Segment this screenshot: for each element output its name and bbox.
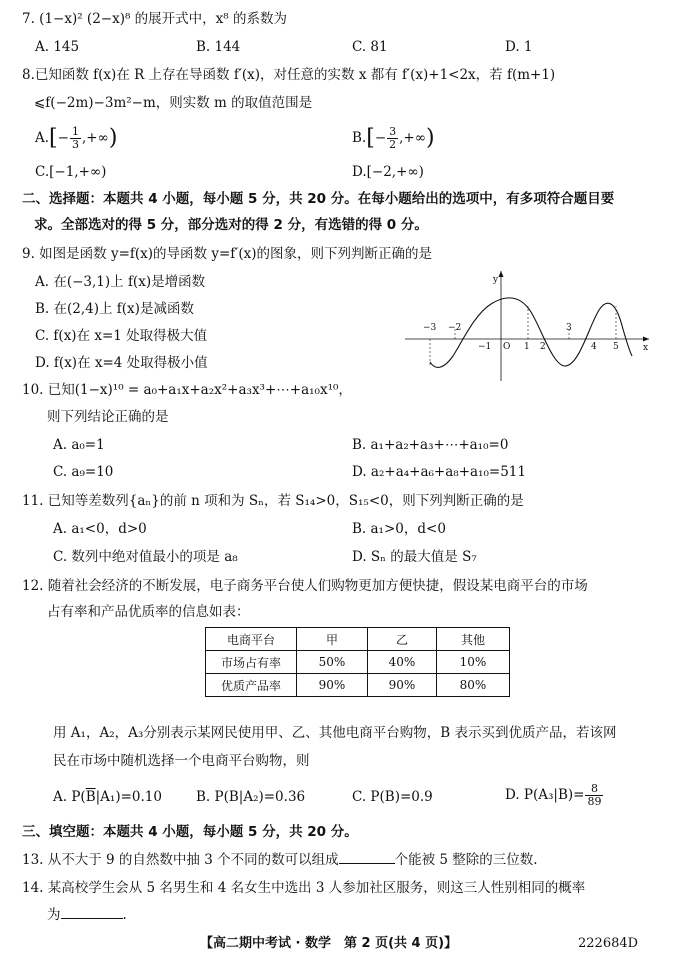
q12-after-line1: 用 A₁，A₂，A₃分别表示某网民使用甲、乙、其他电商平台购物，B 表示买到优质产品，若该网 — [53, 725, 617, 741]
q12-option-b: B. P(B|A₂)=0.36 — [196, 789, 306, 805]
derivative-graph — [403, 266, 653, 384]
market-share-table — [205, 627, 510, 697]
q14-stem-line2: 为 . — [47, 907, 127, 923]
q12-stem-line1: 12. 随着社会经济的不断发展，电子商务平台使人们购物更加方便快捷，假设某电商平台的市场 — [22, 578, 588, 594]
table-header-cell: 电商平台 — [206, 628, 297, 651]
origin-label: O — [503, 342, 511, 352]
table-cell: 90% — [297, 674, 368, 697]
q12-option-d: D. P(A₃|B)= $\frac{8}{89}$ — [505, 782, 602, 808]
tick-label-4: 4 — [591, 342, 597, 352]
q7-option-b: B. 144 — [196, 39, 241, 55]
q10-option-b: B. a₁+a₂+a₃+⋯+a₁₀=0 — [352, 437, 509, 453]
q14-answer-blank[interactable] — [61, 906, 123, 919]
tick-label-minus1: −1 — [478, 342, 492, 352]
tick-label-minus3: −3 — [423, 323, 437, 333]
q7-stem: 7. (1−x)² (2−x)⁸ 的展开式中，x⁸ 的系数为 — [22, 11, 287, 27]
page-footer: 【高二期中考试 · 数学 第 2 页(共 4 页)】 — [200, 936, 458, 951]
tick-label-3: 3 — [566, 323, 572, 333]
paper-code: 222684D — [578, 936, 639, 951]
q11-option-d: D. Sₙ 的最大值是 S₇ — [352, 549, 477, 565]
q9-option-d: D. f(x)在 x=4 处取得极小值 — [35, 355, 208, 371]
table-cell: 优质产品率 — [206, 674, 297, 697]
table-header-row — [206, 628, 510, 651]
q11-option-a: A. a₁<0，d>0 — [53, 521, 147, 537]
table-cell: 90% — [368, 674, 437, 697]
q10-option-c: C. a₉=10 — [53, 464, 114, 480]
table-cell: 50% — [297, 651, 368, 674]
q14-stem-line1: 14. 某高校学生会从 5 名男生和 4 名女生中选出 3 人参加社区服务，则这三人性别相同的概率 — [22, 880, 586, 896]
q8-stem-line1: 8.已知函数 f(x)在 R 上存在导函数 f′(x)，对任意的实数 x 都有 f′(x)+1<2x，若 f(m+1) — [22, 67, 556, 83]
q10-option-d: D. a₂+a₄+a₆+a₈+a₁₀=511 — [352, 464, 526, 480]
tick-label-1: 1 — [524, 342, 530, 352]
section2-heading-line1: 二、选择题：本题共 4 小题，每小题 5 分，共 20 分。在每小题给出的选项中，有多项符合题目要 — [22, 191, 615, 207]
q10-stem-line2: 则下列结论正确的是 — [47, 409, 169, 425]
q7-option-d: D. 1 — [505, 39, 533, 55]
q11-stem: 11. 已知等差数列{aₙ}的前 n 项和为 Sₙ，若 S₁₄>0，S₁₅<0，则下列判断正确的是 — [22, 493, 524, 509]
q8-option-a: A.[− $\frac{1}{3}$ ,+∞) — [35, 125, 118, 151]
y-axis-label: y — [493, 275, 499, 285]
q7-option-a: A. 145 — [35, 39, 80, 55]
q10-stem-line1: 10. 已知(1−x)¹⁰ = a₀+a₁x+a₂x²+a₃x³+⋯+a₁₀x¹⁰， — [22, 382, 352, 398]
table-cell: 市场占有率 — [206, 651, 297, 674]
q11-option-b: B. a₁>0，d<0 — [352, 521, 446, 537]
q8-option-d: D.[−2,+∞) — [352, 164, 424, 180]
q12-stem-line2: 占有率和产品优质率的信息如表： — [47, 604, 250, 620]
q8-stem-line2: ⩽f(−2m)−3m²−m，则实数 m 的取值范围是 — [34, 95, 313, 111]
table-row — [206, 651, 510, 674]
section3-heading: 三、填空题：本题共 4 小题，每小题 5 分，共 20 分。 — [22, 824, 358, 840]
q10-option-a: A. a₀=1 — [53, 437, 105, 453]
x-axis-arrow — [643, 337, 649, 342]
q13-answer-blank[interactable] — [339, 851, 395, 864]
table-cell: 80% — [437, 674, 510, 697]
q11-option-c: C. 数列中绝对值最小的项是 a₈ — [53, 549, 238, 565]
y-axis-arrow — [499, 271, 504, 277]
q9-stem: 9. 如图是函数 y=f(x)的导函数 y=f′(x)的图象，则下列判断正确的是 — [22, 246, 432, 262]
x-axis-label: x — [643, 343, 649, 353]
q12-after-line2: 民在市场中随机选择一个电商平台购物，则 — [53, 753, 310, 769]
q8-option-c: C.[−1,+∞) — [35, 164, 107, 180]
table-header-cell: 甲 — [297, 628, 368, 651]
table-cell: 10% — [437, 651, 510, 674]
tick-label-minus2: −2 — [448, 323, 462, 333]
tick-label-5: 5 — [613, 342, 619, 352]
q9-option-b: B. 在(2,4)上 f(x)是减函数 — [35, 301, 194, 317]
table-row — [206, 674, 510, 697]
q9-option-a: A. 在(−3,1)上 f(x)是增函数 — [35, 274, 206, 290]
table-header-cell: 其他 — [437, 628, 510, 651]
table-header-cell: 乙 — [368, 628, 437, 651]
q12-option-a: A. $P(\overline{B}|A_1)=0.10$ — [53, 789, 162, 805]
section2-heading-line2: 求。全部选对的得 5 分，部分选对的得 2 分，有选错的得 0 分。 — [34, 217, 428, 233]
table-cell: 40% — [368, 651, 437, 674]
q12-option-c: C. P(B)=0.9 — [352, 789, 433, 805]
q9-option-c: C. f(x)在 x=1 处取得极大值 — [35, 328, 208, 344]
q7-option-c: C. 81 — [352, 39, 388, 55]
tick-label-2: 2 — [540, 342, 546, 352]
q13-stem: 13. 从不大于 9 的自然数中抽 3 个不同的数可以组成 个能被 5 整除的三位数. — [22, 852, 538, 868]
q8-option-b: B.[− $\frac{3}{2}$ ,+∞) — [352, 125, 435, 151]
